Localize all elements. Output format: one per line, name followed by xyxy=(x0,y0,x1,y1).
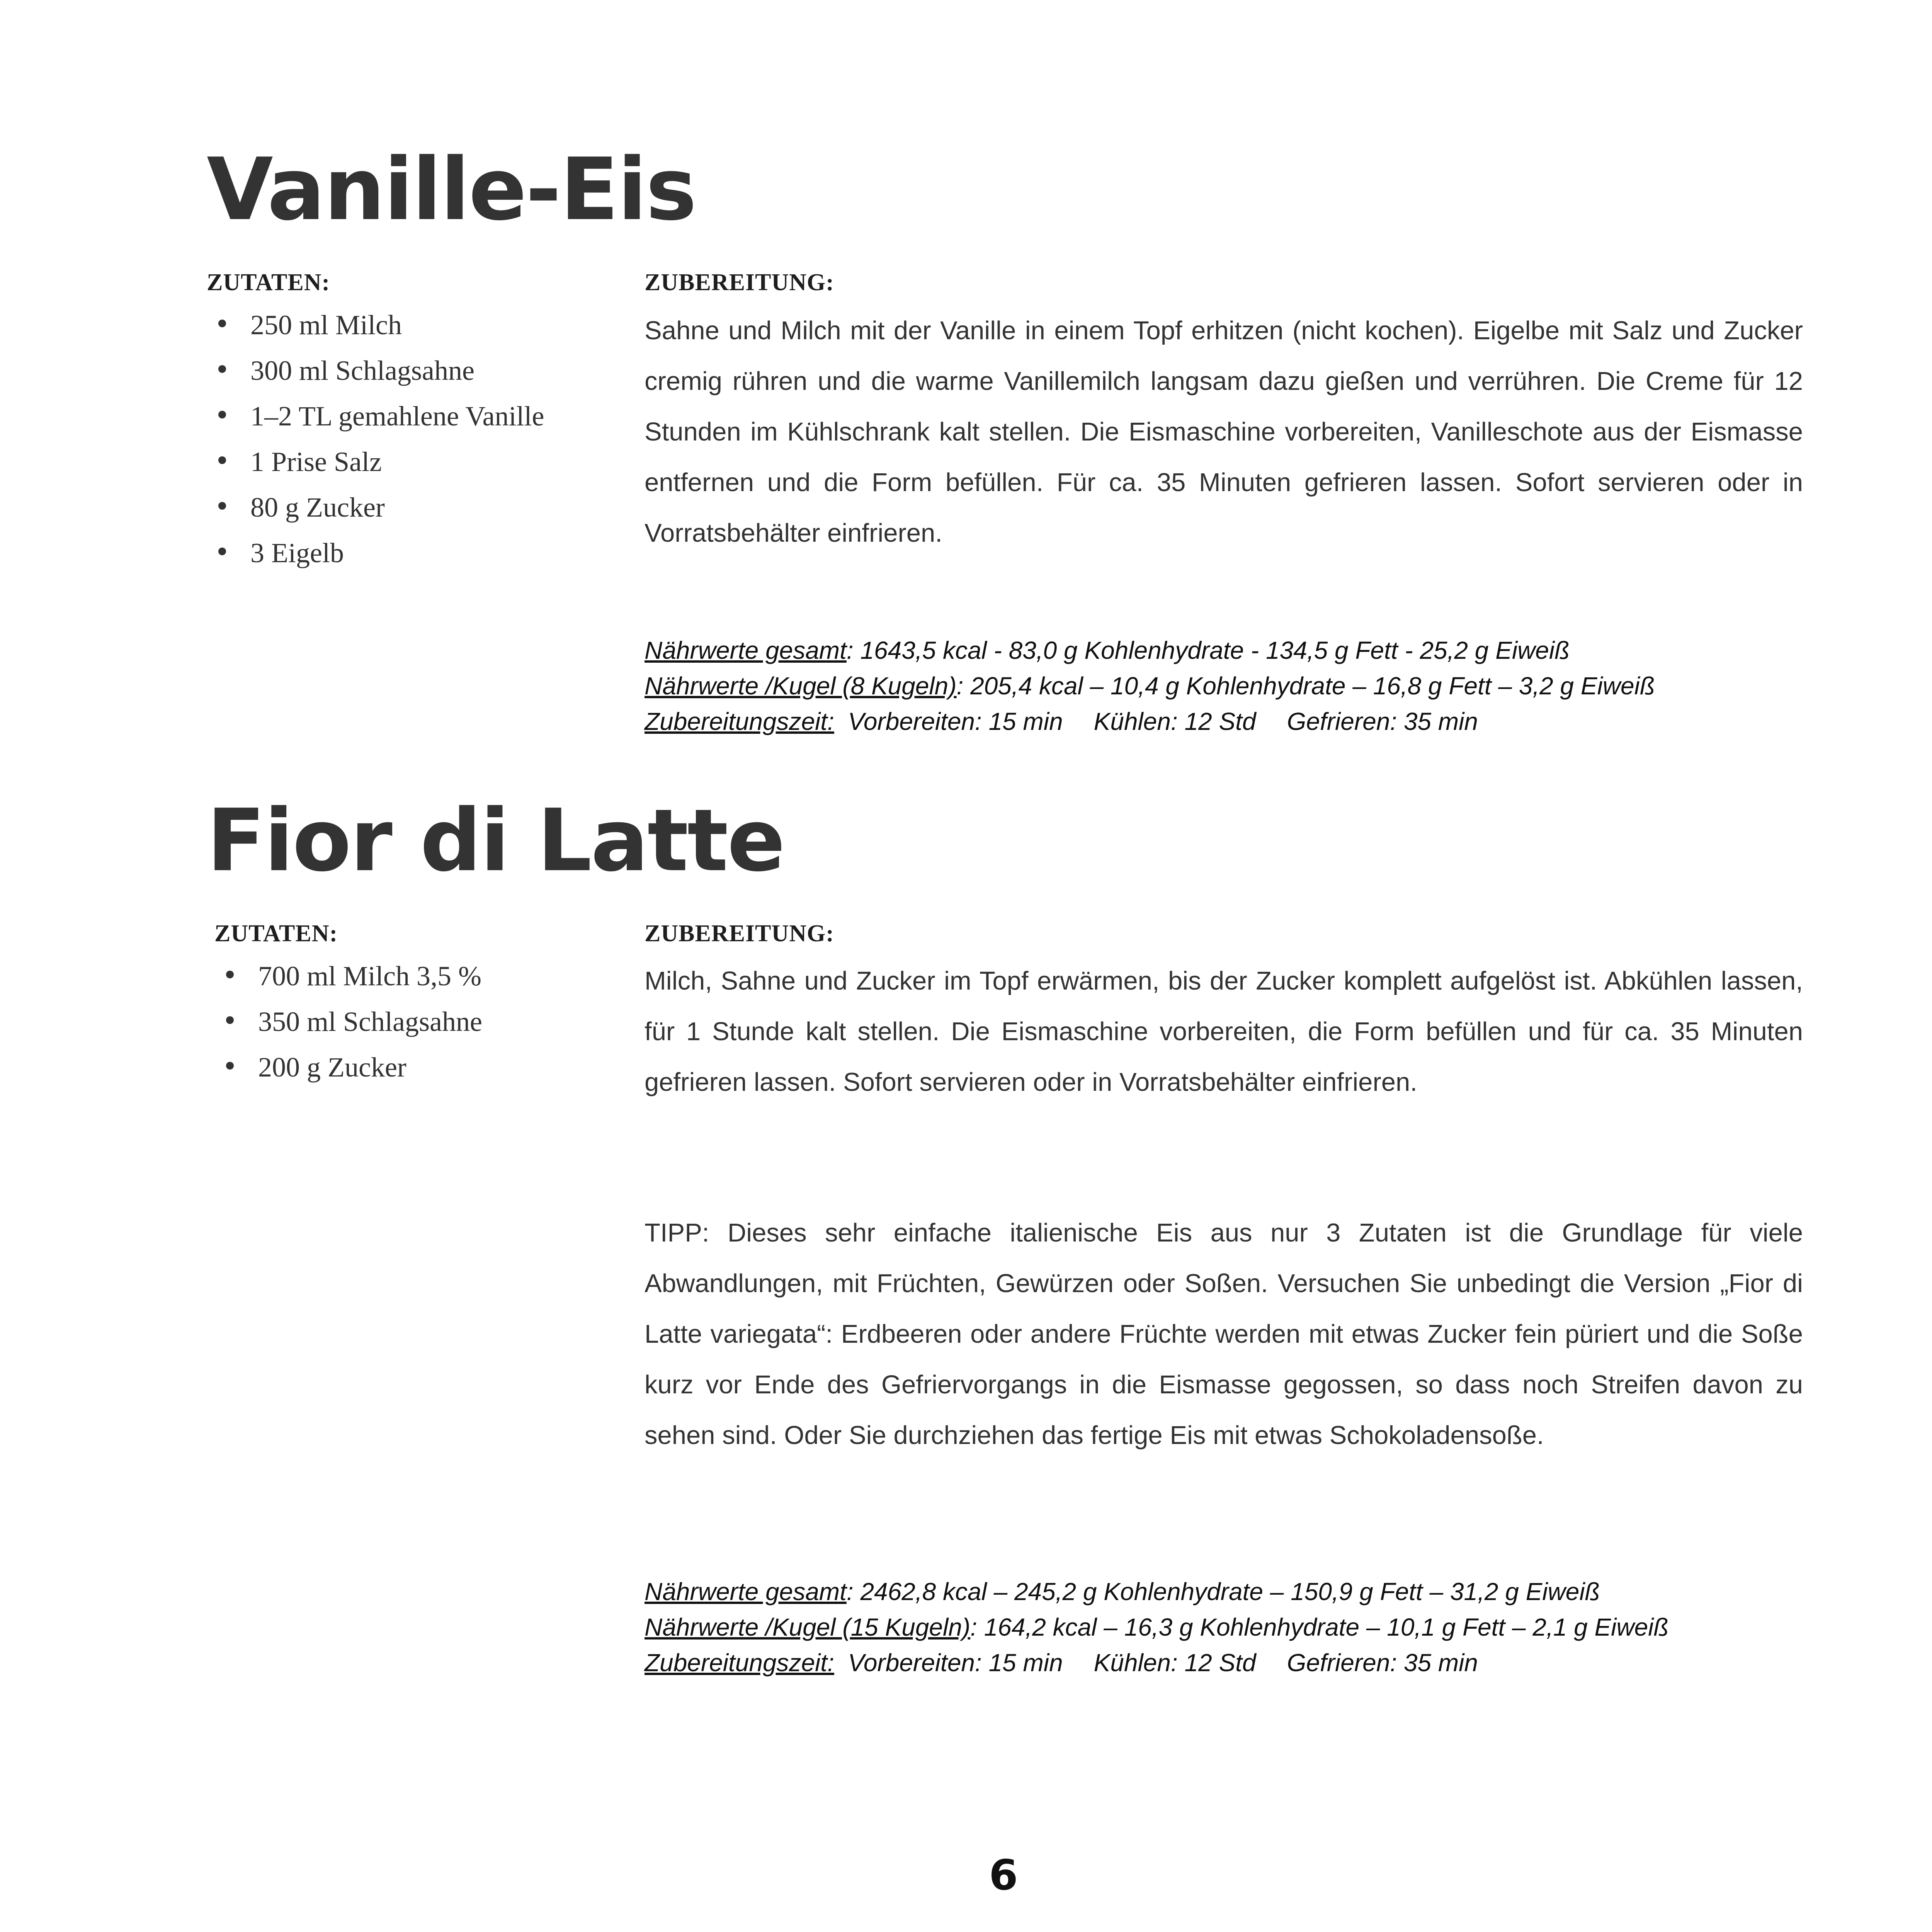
ingredient-item: 200 g Zucker xyxy=(258,1053,683,1099)
bullet-icon xyxy=(218,365,226,373)
ingredients-list xyxy=(214,962,683,1099)
bullet-icon xyxy=(218,548,226,555)
ingredient-item: 3 Eigelb xyxy=(250,539,675,585)
recipe-title-fior-di-latte: Fior di Latte xyxy=(207,791,784,891)
nutrition-total: Nährwerte gesamt: 1643,5 kcal - 83,0 g Kohlenhydrate - 134,5 g Fett - 25,2 g Eiweiß xyxy=(645,636,1570,664)
nutrition-info xyxy=(645,1574,1842,1680)
preparation-text: Sahne und Milch mit der Vanille in einem Topf erhitzen (nicht kochen). Eigelbe mit Salz und Zucker cremig rühren und die warme Vanillemilch langsam dazu gießen und verrühren. Die Creme für 12 Stunden im Kühlschrank kalt stellen. Die Eismaschine vorbereiten, Vanilleschote aus der Eismasse entfernen und die Form befüllen. Für ca. 35 Minuten gefrieren lassen. Sofort servieren oder in Vorratsbehälter einfrieren. xyxy=(645,316,1803,548)
bullet-icon xyxy=(218,320,226,327)
preparation-text: Milch, Sahne und Zucker im Topf erwärmen, bis der Zucker komplett aufgelöst ist. Abkühlen lassen, für 1 Stunde kalt stellen. Die Eismaschine vorbereiten, die Form befüllen und für ca. 35 Minuten gefrieren lassen. Sofort servieren oder in Vorratsbehälter einfrieren. xyxy=(645,966,1803,1097)
bullet-icon xyxy=(226,971,234,978)
preparation-time: Zubereitungszeit: Vorbereiten: 15 min Kühlen: 12 Std Gefrieren: 35 min xyxy=(645,1649,1478,1677)
nutrition-per-scoop: Nährwerte /Kugel (8 Kugeln): 205,4 kcal – 10,4 g Kohlenhydrate – 16,8 g Fett – 3,2 g Eiweiß xyxy=(645,672,1655,700)
bullet-icon xyxy=(226,1016,234,1024)
ingredient-item: 1 Prise Salz xyxy=(250,448,675,493)
nutrition-total: Nährwerte gesamt: 2462,8 kcal – 245,2 g Kohlenhydrate – 150,9 g Fett – 31,2 g Eiweiß xyxy=(645,1578,1600,1605)
ingredient-item: 700 ml Milch 3,5 % xyxy=(258,962,683,1008)
ingredient-item: 80 g Zucker xyxy=(250,493,675,539)
nutrition-per-scoop: Nährwerte /Kugel (15 Kugeln): 164,2 kcal – 16,3 g Kohlenhydrate – 10,1 g Fett – 2,1 g Eiweiß xyxy=(645,1613,1669,1641)
preparation-time: Zubereitungszeit: Vorbereiten: 15 min Kühlen: 12 Std Gefrieren: 35 min xyxy=(645,707,1478,735)
ingredient-item: 250 ml Milch xyxy=(250,311,675,357)
ingredient-item: 1–2 TL gemahlene Vanille xyxy=(250,402,675,448)
page-number: 6 xyxy=(989,1851,1018,1900)
bullet-icon xyxy=(218,456,226,464)
ingredients-heading: ZUTATEN: xyxy=(214,920,338,947)
nutrition-info xyxy=(645,633,1842,739)
ingredients-heading: ZUTATEN: xyxy=(207,269,330,296)
preparation-heading: ZUBEREITUNG: xyxy=(645,920,834,947)
ingredient-item: 350 ml Schlagsahne xyxy=(258,1008,683,1053)
ingredient-item: 300 ml Schlagsahne xyxy=(250,357,675,402)
preparation-heading: ZUBEREITUNG: xyxy=(645,269,834,296)
tip-text: TIPP: Dieses sehr einfache italienische Eis aus nur 3 Zutaten ist die Grundlage für viele Abwandlungen, mit Früchten, Gewürzen oder Soßen. Versuchen Sie unbedingt die Version „Fior di Latte variegata“: Erdbeeren oder andere Früchte werden mit etwas Zucker fein püriert und die Soße kurz vor Ende des Gefriervorgangs in die Eismasse gegossen, so dass noch Streifen davon zu sehen sind. Oder Sie durchziehen das fertige Eis mit etwas Schokoladensoße. xyxy=(645,1218,1803,1450)
bullet-icon xyxy=(218,502,226,510)
bullet-icon xyxy=(226,1062,234,1070)
bullet-icon xyxy=(218,411,226,418)
recipe-title-vanille-eis: Vanille-Eis xyxy=(207,140,696,240)
ingredients-list xyxy=(207,311,675,585)
